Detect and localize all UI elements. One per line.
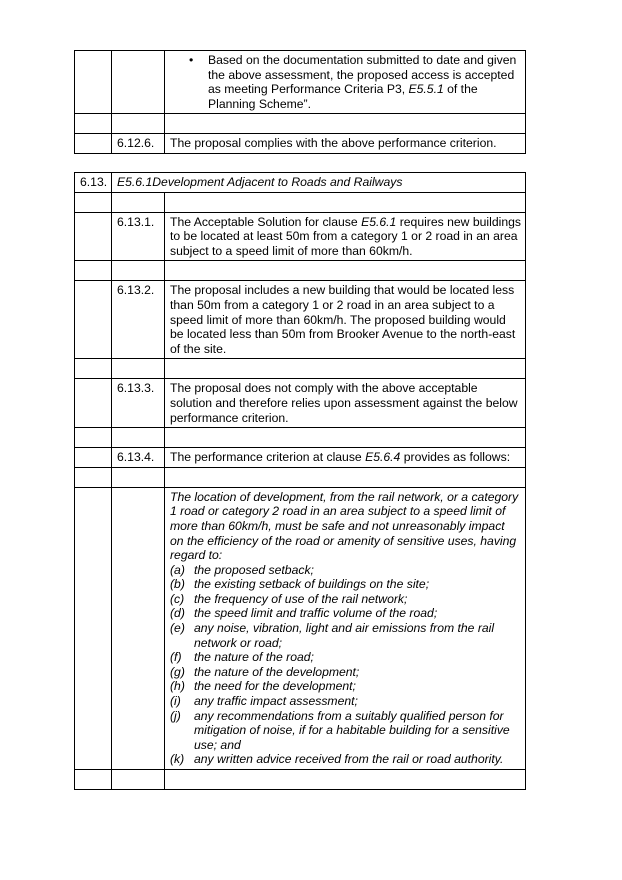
list-item: (f) the nature of the road; xyxy=(170,650,314,665)
subnumber-cell: 6.13.4. xyxy=(112,448,165,468)
table-row-empty xyxy=(75,428,526,448)
table-row-empty xyxy=(75,467,526,487)
subnumber-cell xyxy=(112,51,165,114)
list-item: (k) any written advice received from the rail or road authority. xyxy=(170,752,504,767)
table-row-empty xyxy=(75,261,526,281)
text-cell: The proposal complies with the above performance criterion. xyxy=(165,134,526,154)
performance-criterion-text xyxy=(165,487,526,769)
list-item: (j) any recommendations from a suitably qualified person for mitigation of noise, if for a habitable building for a sensitive use; and xyxy=(170,708,510,752)
assessment-table-continued xyxy=(74,50,526,154)
table-row xyxy=(75,448,526,468)
text-cell: The proposal includes a new building that would be located less than 50m from a category 1 or 2 road in an area subject to a speed limit of more than 60km/h. The proposed building would be located less than 50m from Brooker Avenue to the north-east of the site. xyxy=(165,281,526,359)
text-cell: The Acceptable Solution for clause E5.6.1 requires new buildings to be located at least 50m from a category 1 or 2 road in an area subject to a speed limit of more than 60km/h. xyxy=(165,212,526,261)
bullet-item: • Based on the documentation submitted to date and given the above assessment, the proposed access is accepted as meeting Performance Criteria P3, E5.5.1 of the Planning Scheme”. xyxy=(208,53,521,111)
section-number: 6.13. xyxy=(75,173,112,193)
table-row xyxy=(75,212,526,261)
criterion-list xyxy=(170,563,521,767)
clause-reference: E5.5.1 xyxy=(408,82,444,97)
table-row-empty xyxy=(75,114,526,134)
number-cell xyxy=(75,51,112,114)
table-row xyxy=(75,51,526,114)
subnumber-cell: 6.12.6. xyxy=(112,134,165,154)
table-row xyxy=(75,487,526,769)
table-row-empty xyxy=(75,359,526,379)
list-item: (d) the speed limit and traffic volume of the road; xyxy=(170,606,438,621)
list-item: (b) the existing setback of buildings on the site; xyxy=(170,577,430,592)
clause-reference: E5.6.4 xyxy=(365,450,401,465)
list-item: (i) any traffic impact assessment; xyxy=(170,694,358,709)
list-item: (h) the need for the development; xyxy=(170,679,356,694)
subnumber-cell: 6.13.2. xyxy=(112,281,165,359)
list-item: (e) any noise, vibration, light and air emissions from the rail network or road; xyxy=(170,621,495,650)
list-item: (g) the nature of the development; xyxy=(170,664,360,679)
section-title: E5.6.1Development Adjacent to Roads and Railways xyxy=(112,173,526,193)
text-cell: The performance criterion at clause E5.6.4 provides as follows: xyxy=(165,448,526,468)
list-item: (c) the frequency of use of the rail network; xyxy=(170,591,408,606)
table-row xyxy=(75,379,526,428)
table-row xyxy=(75,281,526,359)
table-row-empty xyxy=(75,770,526,790)
criterion-intro: The location of development, from the rail network, or a category 1 road or category 2 road in an area subject to a speed limit of more than 60km/h, must be safe and not unreasonably impact on the efficiency of the road or amenity of sensitive uses, having regard to: xyxy=(170,489,519,563)
text-cell: The proposal does not comply with the above acceptable solution and therefore relies upon assessment against the below performance criterion. xyxy=(165,379,526,428)
table-row-empty xyxy=(75,192,526,212)
assessment-table-6-13 xyxy=(74,172,526,790)
clause-reference: E5.6.1 xyxy=(361,214,397,229)
text-cell xyxy=(165,51,526,114)
subnumber-cell: 6.13.1. xyxy=(112,212,165,261)
number-cell xyxy=(75,134,112,154)
list-item: (a) the proposed setback; xyxy=(170,562,314,577)
section-heading-row xyxy=(75,173,526,193)
subnumber-cell: 6.13.3. xyxy=(112,379,165,428)
bullet-list xyxy=(170,53,521,111)
table-row xyxy=(75,134,526,154)
